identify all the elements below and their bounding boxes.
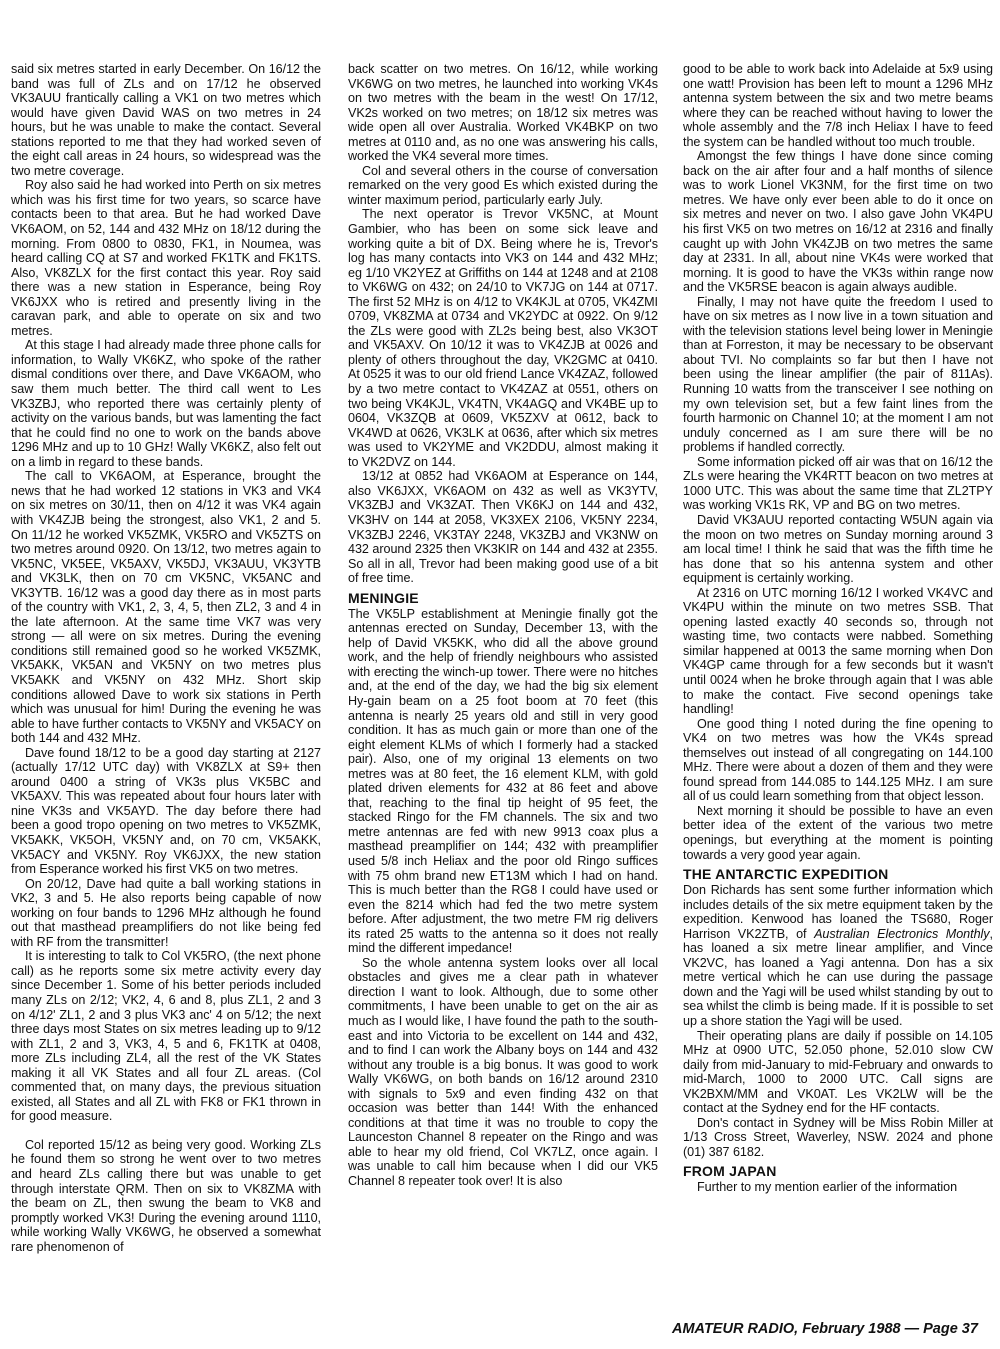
paragraph: back scatter on two metres. On 16/12, while working VK6WG on two metres, he launched into working VK4s on two metres with the beam in the west! On 17/12, VK2s worked on two metres; on 18/12 six metres was wide open all over Australia. Worked VK4BKP on two metres at 0110 and, as no one was answering his calls, worked the VK4 several more times. <box>348 62 658 164</box>
paragraph: good to be able to work back into Adelaide at 5x9 using one watt! Provision has been left to mount a 1296 MHz antenna system between the six and two metre beams where they can be reached without having to lower the whole assembly and the 7/8 inch Heliax I have to feed the system can be handled without too much trouble. <box>683 62 993 149</box>
paragraph: Amongst the few things I have done since coming back on the air after four and a half months of silence was to work Lionel VK3NM, for the first time on two metres. We have only ever been able to do it once on six metres and never on two. I also gave John VK4PU his first VK5 on two metres on 16/12 at 2316 and finally caught up with John VK4ZJB on two metres the same day at 2331. In all, about nine VK4s were worked that morning. It is good to have the VK3s within range now and the VK5RSE beacon is again always audible. <box>683 149 993 295</box>
paragraph: At this stage I had already made three phone calls for information, to Wally VK6KZ, who spoke of the rather dismal conditions over there, and Dave VK6AOM, who saw them much better. The third call went to Les VK3ZBJ, who reported there was certainly plenty of activity on the various bands, but was lamenting the fact that he could find no one to work on the bands above 1296 MHz and up to 10 GHz! Wally VK6KZ, also felt out on a limb in regard to these bands. <box>11 338 321 469</box>
paragraph: At 2316 on UTC morning 16/12 I worked VK4VC and VK4PU within the minute on two metres SSB. That opening lasted exactly 40 seconds so, through not wasting time, two contacts were nabbed. Something similar happened at 0013 the same morning when Don VK4GP came through for a few seconds but it wasn't until 0024 when he broke through again that I was able to make the contact. Five second openings take handling! <box>683 585 993 717</box>
issue-and-page: February 1988 — Page 37 <box>798 1321 978 1337</box>
paragraph: The VK5LP establishment at Meningie finally got the antennas erected on Sunday, December 13, with the help of David VK5KK, who did all the above ground work, and the help of friendly neighbours who assisted with erecting the winch-up tower. There were no hitches and, at the end of the day, we had the big six element Hy-gain beam on a 25 foot boom at 70 feet (this antenna is nearly 25 years old and still in very good condition. It has as much gain or more than one of the eight element KLMs of which I formerly had a stacked pair). Also, one of my original 13 elements on two metres was at 80 feet, the 16 element KLM, with gold plated driven elements for 432 at 86 feet and above that, reaching to the final tip height of 95 feet, the stacked Ringo for the FM channels. The six and two metre antennas are fed with new 9913 coax plus a masthead preamplifier on 144; 432 with preamplifier used 5/8 inch Heliax and the poor old Ringo suffices with 75 ohm brand new ET13M which I had on hand. This is much better than the RG8 I could have used or even the 8214 which had fed the two metre system before. After adjustment, the two metre FM rig delivers its rated 25 watts to the antenna so it does not really mind the different impedance! <box>348 606 658 956</box>
paragraph: Col and several others in the course of conversation remarked on the very good Es which existed during the winter maximum period, particularly early July. <box>348 163 658 207</box>
paragraph: So the whole antenna system looks over all local obstacles and gives me a clear path in whatever direction I want to look. Although, due to some other commitments, I have been unable to get on the air as much as I would like, I have found the path to the south-east and into Victoria to be excellent on 144 and 432, and to find I can work the Albany boys on 144 and 432 without any trouble is a big bonus. It was good to work Wally VK6WG, on both bands on 16/12 around 2310 with signals to 5x9 and even finding 432 on that occasion was better than 144! With the enhanced conditions at that time it was no trouble to copy the Launceston Channel 8 repeater on the Ringo and was able to hear my old friend, Col VK7LZ, once again. I was unable to call him because when I did our VK5 Channel 8 repeater took over! It is also <box>348 955 658 1189</box>
paragraph: Dave found 18/12 to be a good day starting at 2127 (actually 17/12 UTC day) with VK8ZLX at S9+ then around 0400 a string of VK3s plus VK5BC and VK5AXV. This was repeated about four hours later with nine VK3s and VK5AYD. The day before there had been a good tropo opening on two metres to VK5ZMK, VK5AKK, VK5OH, VK5NY and, on 70 cm, VK5AKK, VK5ACY and VK5NY. Roy VK6JXX, the new station from Esperance worked his first VK5 on two metres. <box>11 745 321 877</box>
paragraph: Finally, I may not have quite the freedom I used to have on six metres as I now live in a town situation and with the television stations level being lower in Meningie than at Forreston, it may be necessary to be observant about TVI. No complaints so far but then I have not been using the linear amplifier (the pair of 811As). Running 10 watts from the transceiver I see nothing on my own television set, but a few faint lines from the fourth harmonic on Channel 10; at the moment I am not unduly concerned as I am sure there will be no problems if handled correctly. <box>683 294 993 455</box>
paragraph: 13/12 at 0852 had VK6AOM at Esperance on 144, also VK6JXX, VK6AOM on 432 as well as VK3YTV, VK3ZBJ and VK3ZAT. Then VK6KJ on 144 and 432, VK3HV on 144 at 2058, VK3XEX 2106, VK5NY 2234, VK3ZBJ 2246, VK3TAY 2248, VK3ZBJ and VK3NW on 432 around 2325 then VK3KIR on 144 and 432 at 2355. So all in all, Trevor had been making good use of a bit of free time. <box>348 469 658 586</box>
section-heading-from-japan: FROM JAPAN <box>683 1163 777 1180</box>
text-column-right <box>683 62 993 1195</box>
paragraph: Col reported 15/12 as being very good. Working ZLs he found them so strong he went over to two metres and heard ZLs calling there but was unable to get through interstate QRM. Then on six to VK8ZMA with the beam on ZL, then swung the beam to VK8 and promptly worked VK3! During the evening around 1110, while working Wally VK6WG, he observed a somewhat rare phenomenon of <box>11 1137 321 1254</box>
paragraph: One good thing I noted during the fine opening to VK4 on two metres was how the VK4s spread themselves out instead of all congregating on 144.100 MHz. There were about a dozen of them and they were found spread from 144.085 to 144.125 MHz. I am sure all of us could learn something from that object lesson. <box>683 716 993 804</box>
paragraph: On 20/12, Dave had quite a ball working stations in VK2, 3 and 5. He also reports being capable of now working on four bands to 1296 MHz although he found out that masthead preamplifiers do not like being fed with RF from the transmitter! <box>11 876 321 949</box>
section-heading-meningie: MENINGIE <box>348 589 419 606</box>
paragraph: said six metres started in early December. On 16/12 the band was full of ZLs and on 17/12 he observed VK3AUU frantically calling a VK1 on two metres which would have given David WAS on two metres in 24 hours, but he was unable to make the contact. Several stations reported to me that they had worked seven of the eight call areas in 24 hours, so widespread was the two metre coverage. <box>11 62 321 178</box>
paragraph: Next morning it should be possible to have an even better idea of the extent of the various two metre openings, but everything at the moment is pointing towards a very good year again. <box>683 803 993 862</box>
paragraph: It is interesting to talk to Col VK5RO, (the next phone call) as he reports some six metre activity every day since December 1. Some of his better periods included many ZLs on 2/12; VK2, 4, 6 and 8, plus ZL1, 2 and 3 on 4/12' ZL1, 2 and 3 plus VK3 anc' 4 on 5/12; the next three days most States on six metres leading up to 9/12 with ZL1, 2 and 3, VK3, 4, 5 and 6, FK1TK at 0408, more ZLs including ZL4, all the rest of the VK States making it all VK States and all four ZL areas. (Col commented that, on many days, the previous situation existed, all States and all ZL with FK8 or FK1 thrown in for good measure. <box>11 949 321 1124</box>
paragraph: Further to my mention earlier of the information <box>697 1180 958 1195</box>
text-column-left <box>11 62 321 1254</box>
publication-title: Australian Electronics Monthly <box>814 926 990 941</box>
paragraph: Their operating plans are daily if possible on 14.105 MHz at 0900 UTC, 52.050 phone, 52.010 slow CW daily from mid-January to mid-February and onwards to mid-March, 1000 to 2000 UTC. Call signs are VK2BXM/MM and VK0AT. Les VK2LW will be the contact at the Sydney end for the HF contacts. <box>683 1028 993 1116</box>
text-column-middle <box>348 62 658 1189</box>
paragraph-text: Don Richards has sent some further information which includes details of the six metre equipment taken by the expedition. Kenwood has loaned the TS680, Roger Harrison VK2ZTB, of <box>683 883 993 941</box>
magazine-name: AMATEUR RADIO, <box>672 1321 799 1337</box>
paragraph: Don's contact in Sydney will be Miss Robin Miller at 1/13 Cross Street, Waverley, NSW. 2024 and phone (01) 387 6182. <box>683 1115 993 1159</box>
paragraph: Some information picked off air was that on 16/12 the ZLs were hearing the VK4RTT beacon on two metres at 1000 UTC. This was about the same time that ZL2TPY was working VK1s RK, VP and BG on two metres. <box>683 454 993 513</box>
page-footer <box>672 1321 978 1337</box>
section-heading-antarctic-expedition: THE ANTARCTIC EXPEDITION <box>683 866 889 883</box>
paragraph: David VK3AUU reported contacting W5UN again via the moon on two metres on Sunday morning around 3 am local time! I think he said that was the fifth time he has done that so his antenna system and other equipment is certainly working. <box>683 512 993 586</box>
paragraph-text: , has loaned a six metre linear amplifier, and Vince VK2VC, has loaned a Yagi antenna. Don has a six metre vertical which he can use during the passage down and the Yagi will be used whilst standing by out to sea whilst the climb is being made. If it is possible to set up a shore station the Yagi will be used. <box>683 926 993 1028</box>
paragraph: The next operator is Trevor VK5NC, at Mount Gambier, who has been on some sick leave and working quite a bit of DX. Being where he is, Trevor's log has many contacts into VK3 on 144 and 432 MHz; eg 1/10 VK2YEZ at Griffiths on 144 at 1248 and at 2108 to VK6WG on 432; on 24/10 to VK7JG on 144 at 0717. The first 52 MHz is on 4/12 to VK4KJL at 0705, VK4ZMI 0709, VK8ZMA at 0734 and VK2YDC at 0922. On 9/12 the ZLs were good with ZL2s being best, also VK3OT and VK5AXV. On 10/12 it was to VK4ZJB at 0026 and plenty of others throughout the day, VK2GMC at 0410. At 0525 it was to our old friend Lance VK4ZAZ, followed by a two metre contact to VK4ZAZ at 0551, others on two being VK4KJL, VK4TN, VK4AGQ and VK4BE up to 0604, VK3ZQB at 0609, VK5ZXV at 0612, back to VK4WD at 0626, VK3LK at 0636, after which six metres was used to VK2YME and VK2DDU, almost making it to VK2DVZ on 144. <box>348 207 658 469</box>
paragraph: Roy also said he had worked into Perth on six metres which was his first time for two years, so scarce have contacts been to that area. But he had worked Dave VK6AOM, on 52, 144 and 432 MHz on 18/12 during the morning. From 0800 to 0830, FK1, in Noumea, was heard calling CQ at S7 and worked FK1TK and FK1TS. Also, VK8ZLX for the first contact this year. Roy said there was a new station in Esperance, being Roy VK6JXX who is retired and presently living in the caravan park, and able to operate on six and two metres. <box>11 178 321 338</box>
paragraph: The call to VK6AOM, at Esperance, brought the news that he had worked 12 stations in VK3 and VK4 on six metres on 30/11, then on 4/12 it was VK4 again with VK4ZJB being the strongest, also VK1, 2 and 5. On 11/12 he worked VK5ZMK, VK5RO and VK5ZTS on two metres around 0920. On 13/12, two metres again to VK5NC, VK5EE, VK5AXV, VK5DJ, VK3AUU, VK3YTB and VK3LK, then on 70 cm VK5NC, VK5ANC and VK3YTB. 16/12 was a good day there as in most parts of the country with VK1, 2, 3, 4, 5, then ZL2, 3 and 4 in the late afternoon. At the same time VK7 was very strong — all were on six metres. During the evening conditions still remained good so he worked VK5ZMK, VK5AKK, VK5AN and VK5NY on two metres plus VK5AKK and VK5NY on 432 MHz. Short skip conditions allowed Dave to work six stations in Perth which was unusual for him! During the evening he was able to have further contacts to VK5NY and VK5ACY on both 144 and 432 MHz. <box>11 469 321 746</box>
paragraph <box>683 883 993 1028</box>
